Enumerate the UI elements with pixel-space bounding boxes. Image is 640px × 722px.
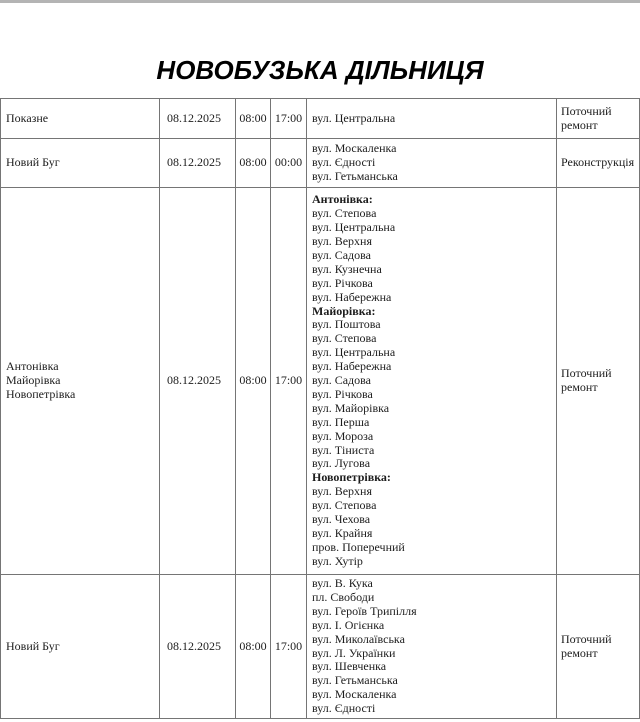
date-cell <box>160 575 236 719</box>
street-line: вул. Степова <box>312 331 377 346</box>
street-line: вул. Центральна <box>312 110 396 125</box>
street-line: вул. Річкова <box>312 386 373 401</box>
end-time-cell <box>271 188 307 575</box>
street-line: вул. Гетьманська <box>312 673 398 688</box>
street-line: вул. Верхня <box>312 233 372 248</box>
street-line: вул. Перша <box>312 414 370 429</box>
start-time-value: 08:00 <box>239 373 267 388</box>
date-value: 08.12.2025 <box>167 638 221 653</box>
location-cell <box>1 139 160 188</box>
end-time-value: 17:00 <box>274 638 303 653</box>
start-time-cell <box>236 575 271 719</box>
start-time-cell <box>236 188 271 575</box>
date-value: 08.12.2025 <box>167 110 221 125</box>
street-line: вул. Крайня <box>312 526 373 541</box>
work-type-value: Поточний ремонт <box>561 103 612 132</box>
start-time-value: 08:00 <box>239 638 267 653</box>
work-type-cell <box>557 99 640 139</box>
date-cell <box>160 139 236 188</box>
date-cell <box>160 99 236 139</box>
page-title: НОВОБУЗЬКА ДІЛЬНИЦЯ <box>156 55 484 85</box>
table-row <box>1 188 640 575</box>
streets-cell <box>307 139 557 188</box>
end-time-value: 17:00 <box>274 373 303 388</box>
location-name: Майорівка <box>6 373 61 388</box>
street-line: вул. Чехова <box>312 512 371 527</box>
street-line: вул. Садова <box>312 373 371 388</box>
street-line: вул. Мороза <box>312 428 374 443</box>
street-line: вул. Майорівка <box>312 400 390 415</box>
village-header: Антонівка: <box>312 192 373 207</box>
street-line: вул. Садова <box>312 247 371 262</box>
location-name: Новий Буг <box>6 638 60 653</box>
start-time-value: 08:00 <box>239 155 267 170</box>
end-time-value: 17:00 <box>274 110 303 125</box>
village-header: Майорівка: <box>312 303 376 318</box>
street-line: вул. В. Кука <box>312 575 373 590</box>
street-line: пл. Свободи <box>312 589 375 604</box>
street-line: вул. Шевченка <box>312 659 387 674</box>
village-header: Новопетрівка: <box>312 470 391 485</box>
street-line: вул. Єдності <box>312 155 376 170</box>
location-name: Новий Буг <box>6 155 60 170</box>
street-line: вул. Героїв Трипілля <box>312 603 417 618</box>
date-value: 08.12.2025 <box>167 373 221 388</box>
end-time-value: 00:00 <box>274 155 303 170</box>
top-divider-bar <box>0 0 640 3</box>
streets-cell <box>307 575 557 719</box>
start-time-value: 08:00 <box>239 110 267 125</box>
street-line: вул. Москаленка <box>312 141 397 156</box>
street-line: вул. Лугова <box>312 456 371 471</box>
location-cell <box>1 99 160 139</box>
street-line: вул. Степова <box>312 498 377 513</box>
street-line: вул. Москаленка <box>312 687 397 702</box>
work-type-cell <box>557 188 640 575</box>
street-line: вул. Кузнечна <box>312 261 382 276</box>
street-line: вул. Гетьманська <box>312 168 398 183</box>
work-type-value: Реконструкція <box>561 155 635 170</box>
street-line: вул. Степова <box>312 206 377 221</box>
work-type-value: Поточний ремонт <box>561 631 612 660</box>
work-type-cell <box>557 575 640 719</box>
street-line: вул. Поштова <box>312 317 381 332</box>
location-name: Показне <box>6 110 49 125</box>
date-cell <box>160 188 236 575</box>
street-line: вул. Тіниста <box>312 442 375 457</box>
start-time-cell <box>236 99 271 139</box>
streets-cell <box>307 188 557 575</box>
street-line: вул. Миколаївська <box>312 631 405 646</box>
street-line: вул. Річкова <box>312 275 373 290</box>
start-time-cell <box>236 139 271 188</box>
street-line: вул. Хутір <box>312 553 363 568</box>
location-name: Антонівка <box>6 359 59 374</box>
streets-cell <box>307 99 557 139</box>
work-type-value: Поточний ремонт <box>561 366 612 394</box>
street-line: вул. Набережна <box>312 359 392 374</box>
date-value: 08.12.2025 <box>167 155 221 170</box>
table-row <box>1 575 640 719</box>
work-type-cell <box>557 139 640 188</box>
street-line: вул. Центральна <box>312 220 396 235</box>
location-name: Новопетрівка <box>6 386 76 401</box>
end-time-cell <box>271 139 307 188</box>
street-line: вул. Центральна <box>312 345 396 360</box>
table-row <box>1 139 640 188</box>
location-cell <box>1 188 160 575</box>
street-line: пров. Поперечний <box>312 539 405 554</box>
outage-schedule-table <box>0 98 640 719</box>
street-line: вул. Верхня <box>312 484 372 499</box>
location-cell <box>1 575 160 719</box>
street-line: вул. Л. Українки <box>312 645 396 660</box>
street-line: вул. І. Огієнка <box>312 617 385 632</box>
street-line: вул. Єдності <box>312 701 376 716</box>
end-time-cell <box>271 575 307 719</box>
street-line: вул. Набережна <box>312 289 392 304</box>
table-row <box>1 99 640 139</box>
end-time-cell <box>271 99 307 139</box>
